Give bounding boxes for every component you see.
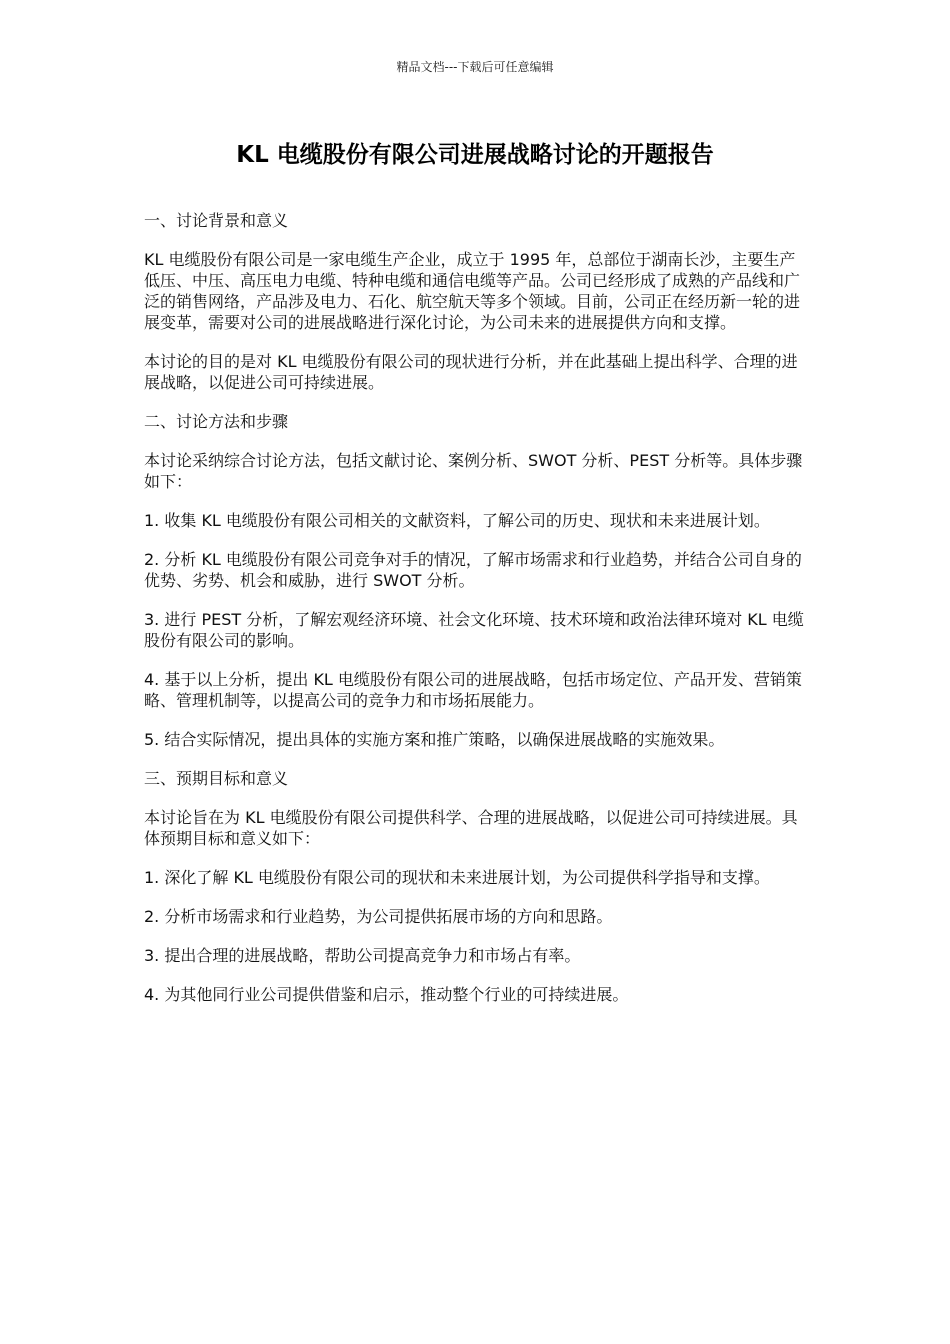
paragraph: 本讨论的目的是对 KL 电缆股份有限公司的现状进行分析，并在此基础上提出科学、合理的进展战略，以促进公司可持续进展。 [144, 352, 798, 392]
list-item: 4. 为其他同行业公司提供借鉴和启示，推动整个行业的可持续进展。 [144, 985, 629, 1004]
list-item: 1. 收集 KL 电缆股份有限公司相关的文献资料，了解公司的历史、现状和未来进展计划。 [144, 511, 770, 530]
list-item: 4. 基于以上分析，提出 KL 电缆股份有限公司的进展战略，包括市场定位、产品开发、营销策略、管理机制等，以提高公司的竞争力和市场拓展能力。 [144, 670, 802, 710]
document-title: KL 电缆股份有限公司进展战略讨论的开题报告 [236, 142, 714, 168]
list-item: 2. 分析 KL 电缆股份有限公司竞争对手的情况，了解市场需求和行业趋势，并结合公司自身的优势、劣势、机会和威胁，进行 SWOT 分析。 [144, 550, 802, 590]
paragraph: 本讨论采纳综合讨论方法，包括文献讨论、案例分析、SWOT 分析、PEST 分析等。具体步骤如下： [144, 451, 803, 491]
list-item: 2. 分析市场需求和行业趋势，为公司提供拓展市场的方向和思路。 [144, 907, 613, 926]
document-body [144, 210, 808, 1023]
section-heading-methods: 二、讨论方法和步骤 [144, 412, 289, 431]
list-item: 1. 深化了解 KL 电缆股份有限公司的现状和未来进展计划，为公司提供科学指导和支撑。 [144, 868, 770, 887]
list-item: 3. 进行 PEST 分析，了解宏观经济环境、社会文化环境、技术环境和政治法律环境对 KL 电缆股份有限公司的影响。 [144, 610, 804, 650]
header-note: 精品文档---下载后可任意编辑 [396, 60, 554, 74]
list-item: 3. 提出合理的进展战略，帮助公司提高竞争力和市场占有率。 [144, 946, 581, 965]
paragraph: KL 电缆股份有限公司是一家电缆生产企业，成立于 1995 年，总部位于湖南长沙，主要生产低压、中压、高压电力电缆、特种电缆和通信电缆等产品。公司已经形成了成熟的产品线和广泛的销售网络，产品涉及电力、石化、航空航天等多个领域。目前，公司正在经历新一轮的进展变革，需要对公司的进展战略进行深化讨论，为公司未来的进展提供方向和支撑。 [144, 250, 801, 332]
list-item: 5. 结合实际情况，提出具体的实施方案和推广策略，以确保进展战略的实施效果。 [144, 730, 725, 749]
section-heading-goals: 三、预期目标和意义 [144, 769, 289, 788]
section-heading-background: 一、讨论背景和意义 [144, 211, 289, 230]
paragraph: 本讨论旨在为 KL 电缆股份有限公司提供科学、合理的进展战略，以促进公司可持续进展。具体预期目标和意义如下： [144, 808, 798, 848]
